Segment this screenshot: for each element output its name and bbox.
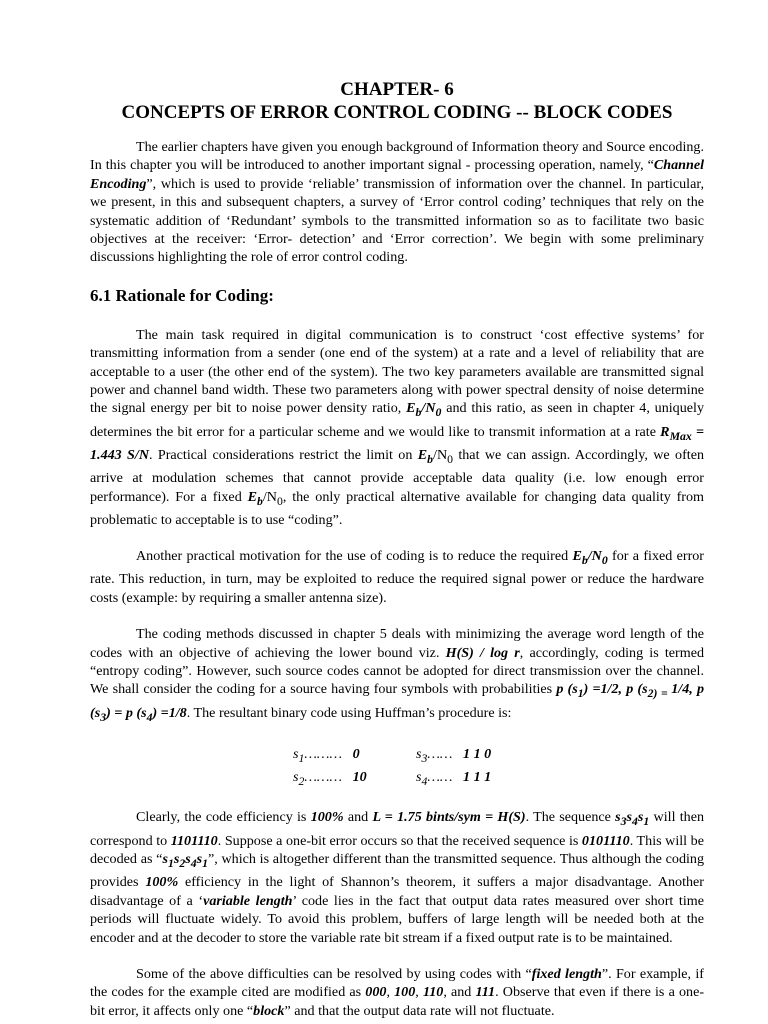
intro-paragraph: The earlier chapters have given you enough background of Information theory and Source encoding. In this chapter you will be introduced to another important signal - processing operation, namely, “Channel Encoding”, which is used to provide ‘reliable’ transmission of information over the channel. In particular, we present, in this and subsequent chapters, a survey of ‘Error control coding’ techniques that rely on the systematic addition of ‘Redundant’ symbols to the transmitted information so as to facilitate two basic objectives at the receiver: ‘Error- detection’ and ‘Error correction’. We begin with some preliminary discussions highlighting the role of error control coding. bbox=[90, 139, 704, 266]
code-row: $s_2\dots\dots\dots$ 10 $s_4\dots\dots$ 1 1 1 bbox=[293, 768, 492, 788]
paragraph-code-efficiency: Clearly, the code efficiency is 100% and L = 1.75 bints/sym = H(S). The sequence $s_3s_4s_1$ will then correspond to 1101110. Suppose a one-bit error occurs so that the received sequence is 0101110. This will be decoded as “$s_1s_2s_4s_1$”, which is altogether different than the transmitted sequence. Thus although the coding provides 100% efficiency in the light of Shannon’s theorem, it suffers a major disadvantage. Another disadvantage of a ‘variable length’ code lies in the fact that output data rates measured over short time periods will fluctuate widely. To avoid this problem, buffers of large length will be needed both at the encoder and at the decoder to store the variable rate bit stream if a fixed output rate is to be maintained. bbox=[90, 809, 705, 946]
code-row: $s_1\dots\dots\dots$ 0 $s_3\dots\dots$ 1 1 0 bbox=[293, 745, 492, 765]
paragraph-motivation: Another practical motivation for the use of coding is to reduce the required $E_b/N_0$ for a fixed error rate. This reduction, in turn, may be exploited to reduce the required signal power or reduce the hardware costs (example: by requiring a smaller antenna size). bbox=[90, 548, 705, 606]
chapter-label: CHAPTER- 6 bbox=[340, 79, 454, 100]
section-heading: 6.1 Rationale for Coding: bbox=[90, 285, 274, 305]
paragraph-fixed-length: Some of the above difficulties can be resolved by using codes with “fixed length”. For example, if the codes for the example cited are modified as 000, 100, 110, and 111. Observe that even if there is a one-bit error, it affects only one “block” and that the output data rate will not fluctuate. bbox=[90, 965, 705, 1019]
paragraph-coding-methods: The coding methods discussed in chapter 5 deals with minimizing the average word length of the codes with an objective of achieving the lower bound viz. H(S) / log r, accordingly, coding is termed “entropy coding”. However, such source codes cannot be adopted for direct transmission over the channel. We shall consider the coding for a source having four symbols with probabilities p $(s_1) =1/2$, p ($s_{2) =}$ 1/4, p $(s_3) = p$ $(s_4) =1/8$. The resultant binary code using Huffman’s procedure is: bbox=[90, 626, 705, 724]
huffman-code-table bbox=[90, 745, 704, 791]
paragraph-main-task: The main task required in digital communication is to construct ‘cost effective systems’ for transmitting information from a sender (one end of the system) at a rate and a level of reliability that are acceptable to a user (the other end of the system). The two key parameters available are transmitted signal power and channel band width. These two parameters along with power spectral density of noise determine the signal energy per bit to noise power density ratio, $E_b/N_0$ and this ratio, as seen in chapter 4, uniquely determines the bit error for a particular scheme and we would like to transmit information at a rate $R_{Max} = 1.443$ S/N. Practical considerations restrict the limit on $E_b/N_0$ that we can assign. Accordingly, we often arrive at modulation schemes that cannot provide acceptable data quality (i.e. low enough error performance). For a fixed $E_b/N_0$, the only practical alternative available for changing data quality from problematic to acceptable is to use “coding”. bbox=[90, 326, 705, 528]
channel-encoding-term: Channel Encoding bbox=[90, 157, 704, 192]
chapter-title: CONCEPTS OF ERROR CONTROL CODING -- BLOCK CODES bbox=[121, 102, 673, 123]
document-page bbox=[90, 78, 704, 1020]
